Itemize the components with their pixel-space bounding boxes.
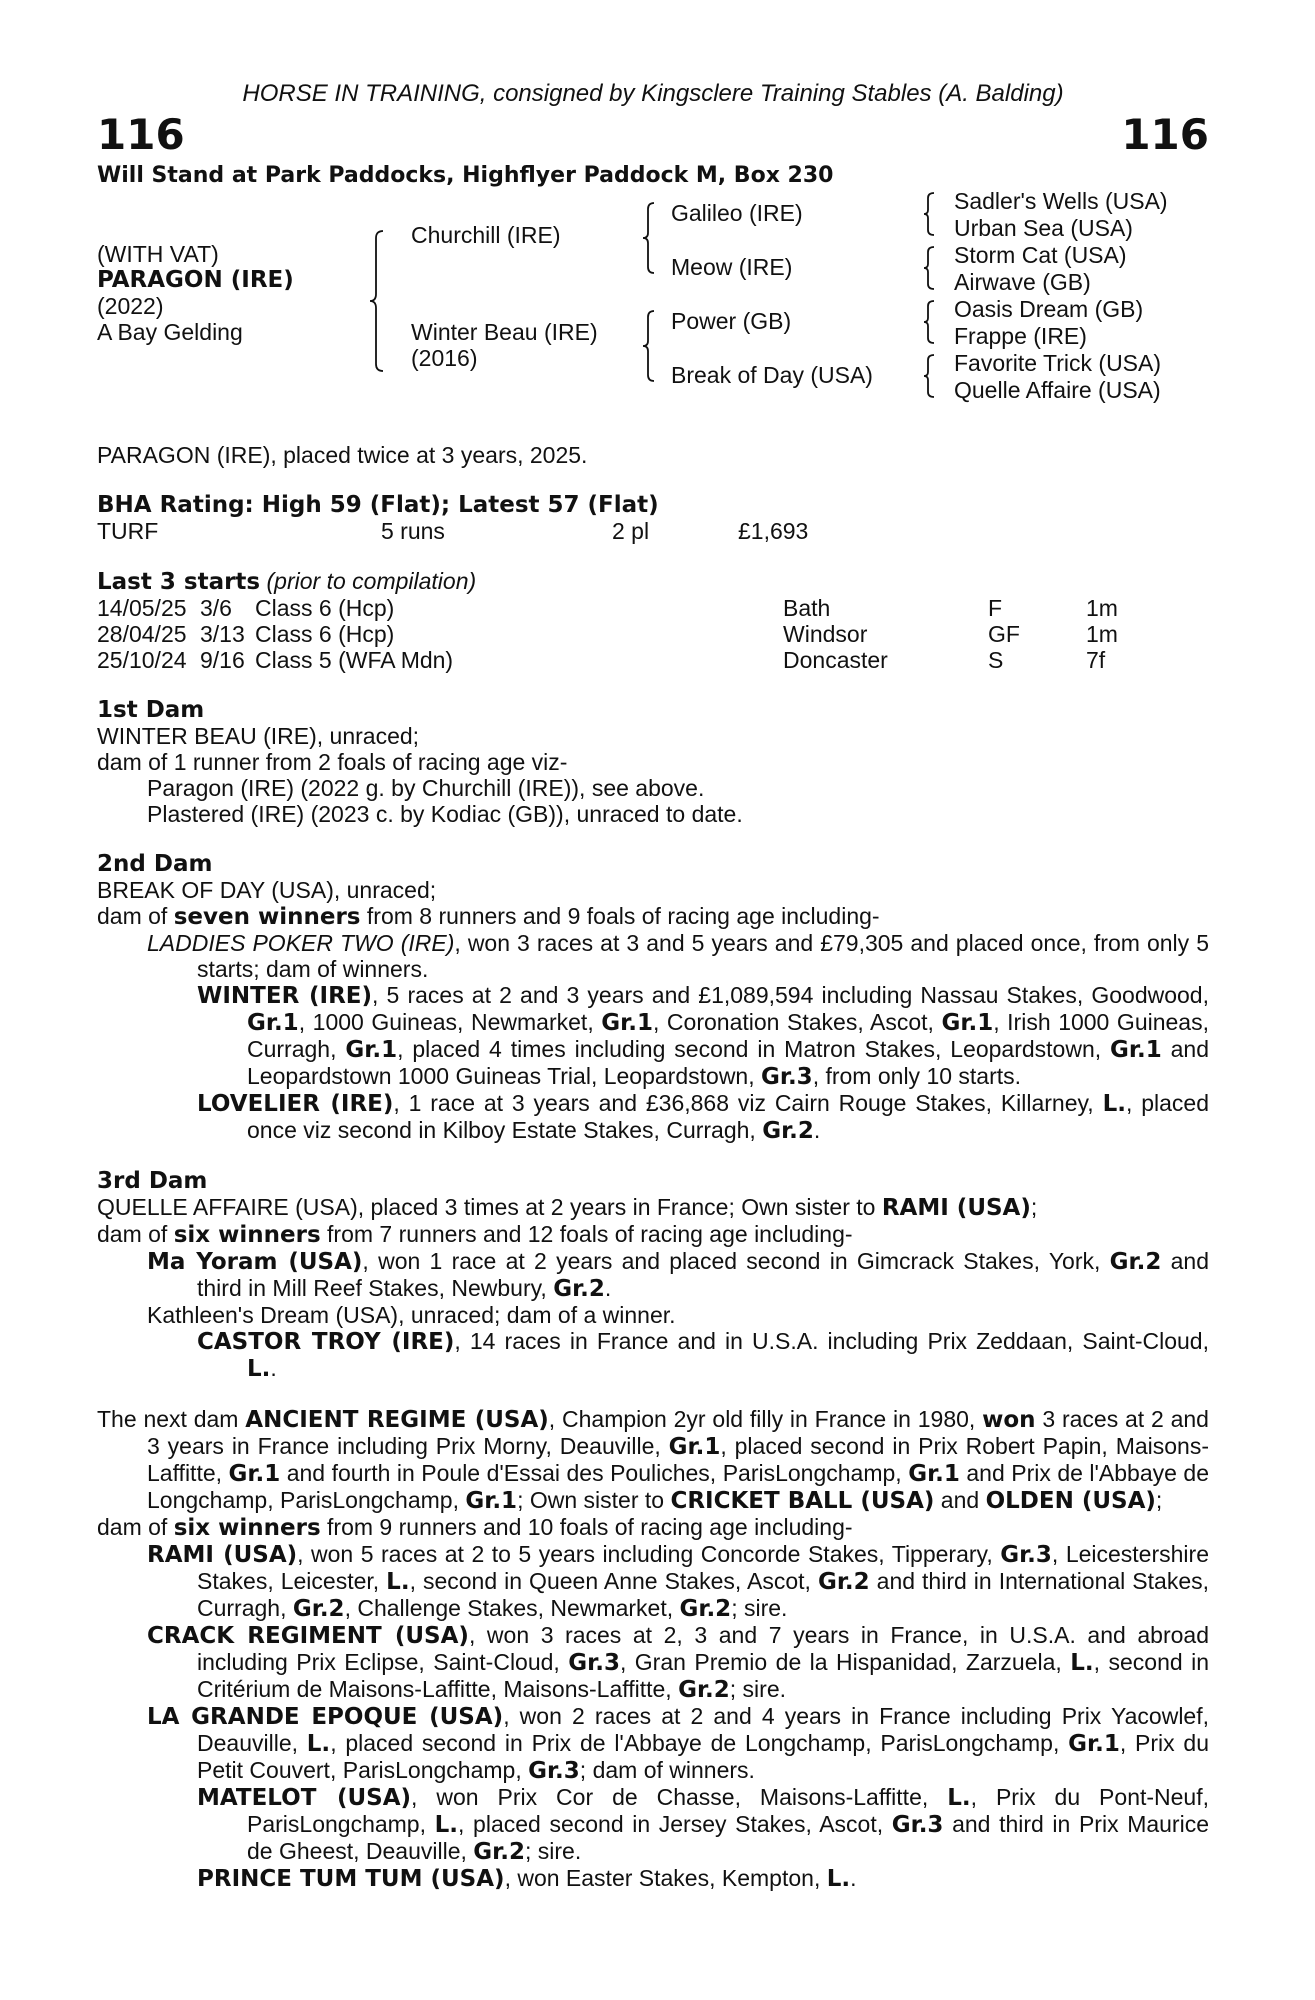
grade: Gr.1 (345, 1037, 398, 1063)
first-dam-foal: Paragon (IRE) (2022 g. by Churchill (IRE)), see above. (147, 775, 705, 801)
grade: Gr.1 (1068, 1731, 1120, 1757)
text: , won 2 races at 2 and 4 years in France including Prix Yacowlef, Deauville, (197, 1703, 1209, 1756)
horse-entry-name: MATELOT (USA) (197, 1785, 412, 1811)
text: . (270, 1355, 277, 1381)
sire-sire: Galileo (IRE) (671, 200, 803, 226)
text: . (813, 1117, 821, 1143)
brace-g3 (923, 300, 935, 344)
horse-entry-name: CRACK REGIMENT (USA) (147, 1623, 469, 1649)
grade: Gr.2 (679, 1596, 732, 1622)
text: . (604, 1275, 612, 1301)
last-starts-heading (97, 568, 1209, 595)
sibling-name: CRICKET BALL (USA) (670, 1488, 935, 1514)
next-dam-entry (147, 1703, 1209, 1784)
third-dam-line (97, 1194, 1209, 1221)
third-dam-entry (197, 1328, 1209, 1382)
text: dam of (97, 1514, 174, 1540)
text: ; sire. (729, 1676, 786, 1702)
grade: L. (1070, 1650, 1094, 1676)
horse-year: (2022) (97, 293, 164, 319)
horse-entry-name: LADDIES POKER TWO (IRE) (147, 930, 455, 956)
text: ; (1030, 1194, 1038, 1220)
text: , won 3 races at 3 and 5 years and £79,305 and placed once, from only 5 starts; dam of winners. (197, 930, 1209, 982)
catalogue-page (97, 80, 1209, 1892)
text: dam of (97, 903, 174, 929)
start-going: S (988, 647, 1004, 673)
start-class: Class 5 (WFA Mdn) (255, 647, 454, 673)
text: and (934, 1487, 986, 1513)
grade: Gr.1 (668, 1434, 721, 1460)
grade: Gr.2 (817, 1569, 870, 1595)
text: , won 3 races at 2, 3 and 7 years in France, in U.S.A. and abroad including Prix Eclipse, Saint-Cloud, (197, 1622, 1209, 1675)
grade: Gr.1 (247, 1010, 299, 1036)
pedigree-table (97, 190, 1209, 420)
text: and Leopardstown 1000 Guineas Trial, Leopardstown, (247, 1036, 1209, 1089)
grade: Gr.3 (761, 1064, 813, 1090)
horse-entry-name: LOVELIER (IRE) (197, 1091, 394, 1117)
gen3-3: Storm Cat (USA) (954, 242, 1127, 268)
start-course: Doncaster (783, 647, 888, 673)
text: from 9 runners and 10 foals of racing age including- (320, 1514, 853, 1540)
start-course: Bath (783, 595, 831, 621)
grade: Gr.1 (941, 1010, 994, 1036)
text: , second in Queen Anne Stakes, Ascot, (409, 1568, 818, 1594)
text: , Gran Premio de la Hispanidad, Zarzuela, (619, 1649, 1071, 1675)
third-dam-entry (147, 1248, 1209, 1302)
text: , 14 races in France and in U.S.A. including Prix Zeddaan, Saint-Cloud, (454, 1328, 1209, 1354)
start-class: Class 6 (Hcp) (255, 595, 395, 621)
start-position: 3/6 (200, 595, 232, 621)
lot-number-row (97, 108, 1209, 162)
grade: L. (1102, 1091, 1126, 1117)
text: 3 races at 2 and 3 years in France including Prix Morny, Deauville, (147, 1406, 1209, 1459)
text: and Prix de l'Abbaye de Longchamp, ParisLongchamp, (147, 1460, 1209, 1513)
grade: Gr.2 (1109, 1249, 1162, 1275)
next-dam-entry (197, 1784, 1210, 1865)
grade: Gr.2 (473, 1839, 525, 1865)
text: , from only 10 starts. (812, 1063, 1022, 1089)
next-dam-entry (147, 1622, 1209, 1703)
next-dam-name: ANCIENT REGIME (USA) (245, 1407, 549, 1433)
text: dam of (97, 1221, 174, 1247)
text: from 8 runners and 9 foals of racing age including- (360, 903, 880, 929)
second-dam-line: BREAK OF DAY (USA), unraced; (97, 877, 437, 903)
first-dam-produce: dam of 1 runner from 2 foals of racing age viz- (97, 749, 568, 775)
text: , Leicestershire Stakes, Leicester, (197, 1541, 1209, 1594)
horse-description: A Bay Gelding (97, 319, 243, 345)
text: , Champion 2yr old filly in France in 1980, (548, 1406, 983, 1432)
text: , won Easter Stakes, Kempton, (504, 1865, 827, 1891)
sibling-name: OLDEN (USA) (985, 1488, 1156, 1514)
dam-dam: Break of Day (USA) (671, 362, 873, 388)
turf-earnings: £1,693 (738, 518, 809, 544)
text: and third in International Stakes, Curragh, (197, 1568, 1209, 1621)
third-dam-produce (97, 1221, 1209, 1248)
grade: Gr.3 (528, 1758, 580, 1784)
turf-surface: TURF (97, 518, 159, 544)
grade: Gr.3 (568, 1650, 620, 1676)
horse-entry-name: WINTER (IRE) (197, 983, 373, 1009)
start-distance: 7f (1086, 647, 1106, 673)
text: ; sire. (731, 1595, 788, 1621)
gen3-8: Quelle Affaire (USA) (954, 377, 1161, 403)
grade: Gr.2 (678, 1677, 730, 1703)
start-going: GF (988, 621, 1020, 647)
dam-name: Winter Beau (IRE) (411, 319, 598, 345)
text: ; sire. (524, 1838, 582, 1864)
sire-name: Churchill (IRE) (411, 222, 561, 248)
grade: Gr.2 (292, 1596, 345, 1622)
grade: Gr.2 (762, 1118, 814, 1144)
text: and third in Prix Maurice de Gheest, Deauville, (247, 1811, 1209, 1864)
first-dam-line: WINTER BEAU (IRE), unraced; (97, 723, 420, 749)
text: , placed second in Prix Robert Papin, Maisons-Laffitte, (147, 1433, 1209, 1486)
grade: Gr.3 (891, 1812, 944, 1838)
turf-placed: 2 pl (612, 518, 650, 544)
next-dam-produce (97, 1514, 1209, 1541)
winners-count: six winners (173, 1222, 321, 1248)
start-class: Class 6 (Hcp) (255, 621, 395, 647)
dam-year: (2016) (411, 345, 478, 371)
text: , won Prix Cor de Chasse, Maisons-Laffitte, (411, 1784, 948, 1810)
grade: L. (947, 1785, 971, 1811)
brace-sire (642, 202, 656, 274)
grade: Gr.1 (908, 1461, 960, 1487)
second-dam-entry (147, 930, 1209, 982)
text: , 1000 Guineas, Newmarket, (298, 1009, 602, 1035)
third-dam-entry: Kathleen's Dream (USA), unraced; dam of a winner. (147, 1302, 676, 1328)
start-date: 14/05/25 (97, 595, 187, 621)
gen3-2: Urban Sea (USA) (954, 215, 1133, 241)
race-summary: PARAGON (IRE), placed twice at 3 years, 2025. (97, 442, 588, 468)
next-dam-entry (197, 1865, 1209, 1892)
text: The next dam (97, 1406, 246, 1432)
text: , Prix du Pont-Neuf, ParisLongchamp, (247, 1784, 1210, 1837)
table-row (97, 647, 1209, 673)
gen3-1: Sadler's Wells (USA) (954, 188, 1168, 214)
text: , placed second in Jersey Stakes, Ascot, (458, 1811, 892, 1837)
last-starts-title: Last 3 starts (97, 569, 261, 595)
text: , placed second in Prix de l'Abbaye de Longchamp, ParisLongchamp, (330, 1730, 1069, 1756)
second-dam-entry (197, 1090, 1209, 1144)
start-position: 9/16 (200, 647, 245, 673)
horse-entry-name: PRINCE TUM TUM (USA) (197, 1866, 505, 1892)
winners-count: six winners (173, 1515, 321, 1541)
table-row (97, 595, 1209, 621)
text: ; dam of winners. (579, 1757, 755, 1783)
next-dam-entry (147, 1541, 1209, 1622)
gen3-4: Airwave (GB) (954, 269, 1091, 295)
text: ; (1155, 1487, 1163, 1513)
text: from 7 runners and 12 foals of racing age including- (320, 1221, 853, 1247)
grade: L. (434, 1812, 459, 1838)
sire-dam: Meow (IRE) (671, 254, 793, 280)
start-date: 25/10/24 (97, 647, 187, 673)
brace-main (369, 230, 385, 372)
text: , 1 race at 3 years and £36,868 viz Cairn Rouge Stakes, Killarney, (393, 1090, 1103, 1116)
consignor-header: HORSE IN TRAINING, consigned by Kingsclere Training Stables (A. Balding) (242, 80, 1064, 107)
horse-entry-name: LA GRANDE EPOQUE (USA) (147, 1704, 504, 1730)
text: , 5 races at 2 and 3 years and £1,089,594 including Nassau Stakes, Goodwood, (372, 982, 1209, 1008)
horse-name: PARAGON (IRE) (97, 267, 294, 293)
start-distance: 1m (1086, 595, 1118, 621)
first-dam-foal: Plastered (IRE) (2023 c. by Kodiac (GB)), unraced to date. (147, 801, 743, 827)
text: QUELLE AFFAIRE (USA), placed 3 times at 2 years in France; Own sister to (97, 1194, 882, 1220)
grade: Gr.2 (553, 1276, 605, 1302)
text: ; Own sister to (517, 1487, 671, 1513)
grade: Gr.1 (228, 1461, 281, 1487)
grade: L. (386, 1569, 410, 1595)
turf-runs: 5 runs (381, 518, 445, 544)
grade: Gr.1 (1110, 1037, 1162, 1063)
bha-rating: BHA Rating: High 59 (Flat); Latest 57 (Flat) (97, 492, 659, 518)
third-dam-heading: 3rd Dam (97, 1168, 208, 1194)
horse-entry-name: RAMI (USA) (147, 1542, 298, 1568)
second-dam-entry (197, 982, 1209, 1090)
last-starts-note: (prior to compilation) (266, 568, 477, 594)
start-going: F (988, 595, 1003, 621)
lot-number-right: 116 (1121, 110, 1209, 159)
text: , Irish 1000 Guineas, Curragh, (247, 1009, 1209, 1062)
vat-label: (WITH VAT) (97, 241, 219, 267)
brace-dam (642, 310, 656, 382)
horse-entry-name: CASTOR TROY (IRE) (197, 1329, 455, 1355)
grade: L. (826, 1866, 851, 1892)
brace-g1 (923, 192, 935, 236)
start-date: 28/04/25 (97, 621, 187, 647)
text: , Prix du Petit Couvert, ParisLongchamp, (197, 1730, 1209, 1783)
second-dam-produce (97, 903, 1209, 930)
text: , second in Critérium de Maisons-Laffitte, Maisons-Laffitte, (197, 1649, 1209, 1702)
gen3-6: Frappe (IRE) (954, 323, 1087, 349)
text: , placed 4 times including second in Matron Stakes, Leopardstown, (397, 1036, 1111, 1062)
stand-location: Will Stand at Park Paddocks, Highflyer Paddock M, Box 230 (97, 163, 834, 188)
horse-entry-name: Ma Yoram (USA) (147, 1249, 363, 1275)
start-position: 3/13 (200, 621, 245, 647)
text: , Coronation Stakes, Ascot, (652, 1009, 942, 1035)
text: , won 1 race at 2 years and placed second in Gimcrack Stakes, York, (362, 1248, 1110, 1274)
first-dam-heading: 1st Dam (97, 697, 205, 723)
text: , Challenge Stakes, Newmarket, (344, 1595, 680, 1621)
grade: Gr.1 (601, 1010, 653, 1036)
start-course: Windsor (783, 621, 868, 647)
grade: Gr.1 (465, 1488, 518, 1514)
text: and third in Mill Reef Stakes, Newbury, (197, 1248, 1209, 1301)
brace-g4 (923, 354, 935, 398)
second-dam-heading: 2nd Dam (97, 851, 213, 877)
gen3-7: Favorite Trick (USA) (954, 350, 1162, 376)
start-distance: 1m (1086, 621, 1118, 647)
turf-record (97, 518, 1209, 544)
sibling-name: RAMI (USA) (881, 1195, 1031, 1221)
grade: L. (306, 1731, 331, 1757)
next-dam-paragraph (97, 1406, 1209, 1514)
text: won (982, 1407, 1036, 1433)
text: and fourth in Poule d'Essai des Pouliches, ParisLongchamp, (280, 1460, 909, 1486)
gen3-5: Oasis Dream (GB) (954, 296, 1144, 322)
lot-number-left: 116 (97, 110, 185, 159)
grade: L. (247, 1356, 271, 1382)
text: . (850, 1865, 857, 1891)
winners-count: seven winners (173, 904, 361, 930)
text: , won 5 races at 2 to 5 years including Concorde Stakes, Tipperary, (297, 1541, 1001, 1567)
last-starts-table (97, 595, 1209, 673)
dam-sire: Power (GB) (671, 308, 792, 334)
brace-g2 (923, 246, 935, 290)
grade: Gr.3 (1000, 1542, 1052, 1568)
table-row (97, 621, 1209, 647)
text: , placed once viz second in Kilboy Estate Stakes, Curragh, (247, 1090, 1209, 1143)
